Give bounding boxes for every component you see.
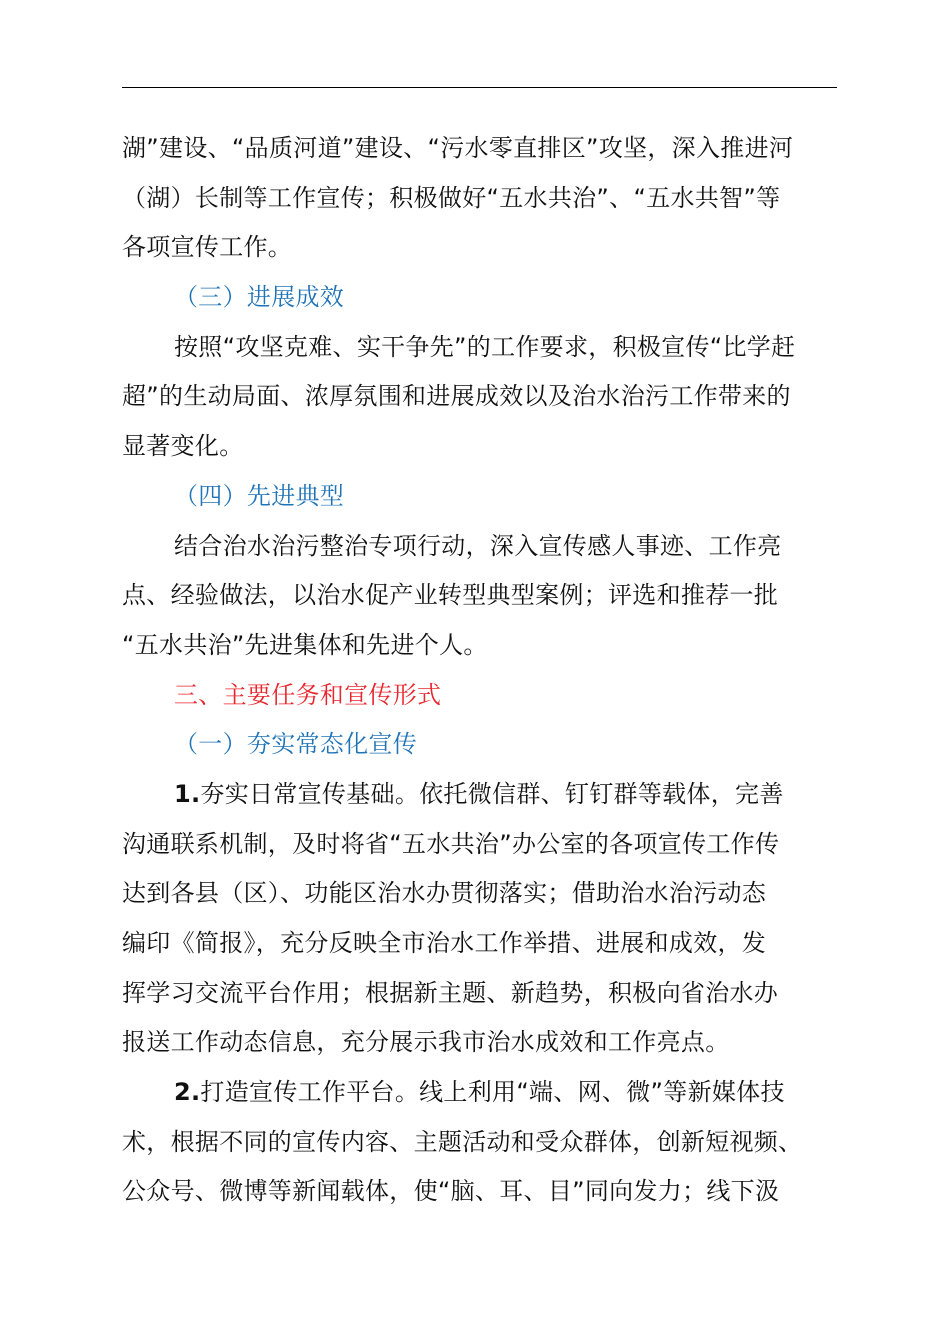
item-text: 夯实日常宣传基础。依托微信群、钉钉群等载体，完善 <box>200 779 784 808</box>
body-line: 点、经验做法，以治水促产业转型典型案例；评选和推荐一批 <box>122 581 779 610</box>
chapter-heading-tasks: 三、主要任务和宣传形式 <box>174 680 442 709</box>
body-line: 达到各县（区）、功能区治水办贯彻落实；借助治水治污动态 <box>122 879 767 908</box>
body-line: “五水共治”先进集体和先进个人。 <box>122 630 488 659</box>
section-heading-progress: （三）进展成效 <box>174 283 345 312</box>
item-number: 1. <box>174 779 201 808</box>
numbered-item-1 <box>122 770 838 820</box>
header-rule <box>122 87 837 88</box>
item-number: 2. <box>174 1078 201 1107</box>
body-line: 术，根据不同的宣传内容、主题活动和受众群体，创新短视频、 <box>122 1127 803 1156</box>
paragraph-first-line: 按照“攻坚克难、实干争先”的工作要求，积极宣传“比学赶 <box>174 332 796 361</box>
body-line: 编印《简报》，充分反映全市治水工作举措、进展和成效，发 <box>122 929 767 957</box>
paragraph-first-line: 结合治水治污整治专项行动，深入宣传感人事迹、工作亮 <box>174 531 782 560</box>
body-line: 显著变化。 <box>122 432 244 461</box>
document-body <box>122 124 838 1217</box>
item-text: 打造宣传工作平台。线上利用“端、网、微”等新媒体技 <box>200 1078 785 1107</box>
body-line: 各项宣传工作。 <box>122 233 293 262</box>
numbered-item-2 <box>122 1068 838 1118</box>
body-line: 挥学习交流平台作用；根据新主题、新趋势，积极向省治水办 <box>122 978 779 1007</box>
body-line: 沟通联系机制，及时将省“五水共治”办公室的各项宣传工作传 <box>122 829 780 858</box>
body-line: 报送工作动态信息，充分展示我市治水成效和工作亮点。 <box>122 1028 730 1057</box>
section-heading-routine: （一）夯实常态化宣传 <box>174 730 417 759</box>
body-line: 公众号、微博等新闻载体，使“脑、耳、目”同向发力；线下汲 <box>122 1177 780 1206</box>
body-line: 超”的生动局面、浓厚氛围和进展成效以及治水治污工作带来的 <box>122 382 791 411</box>
section-heading-models: （四）先进典型 <box>174 481 345 510</box>
body-line: （湖）长制等工作宣传；积极做好“五水共治”、“五水共智”等 <box>122 183 781 212</box>
body-line: 湖”建设、“品质河道”建设、“污水零直排区”攻坚，深入推进河 <box>122 134 794 162</box>
